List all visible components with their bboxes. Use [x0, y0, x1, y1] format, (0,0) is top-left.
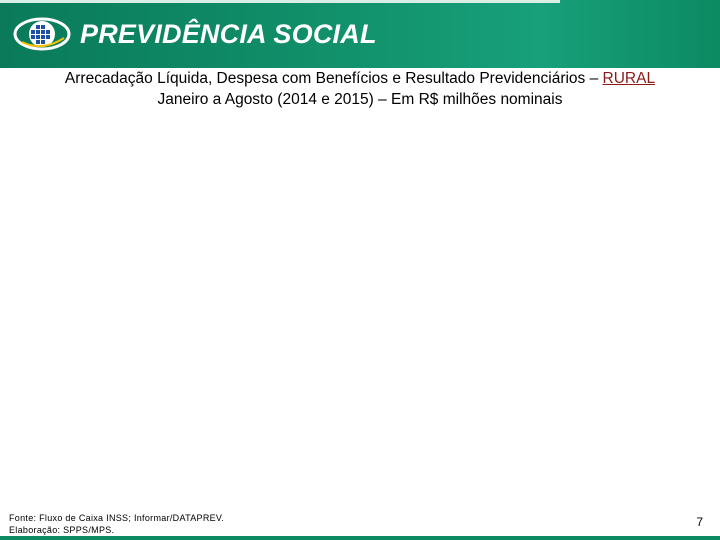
title-line-2: Janeiro a Agosto (2014 e 2015) – Em R$ milhões nominais — [157, 91, 563, 108]
title-main-text: Arrecadação Líquida, Despesa com Benefícios e Resultado Previdenciários – — [64, 70, 603, 87]
brand-name: PREVIDÊNCIA SOCIAL — [80, 19, 377, 49]
previdencia-emblem-icon — [12, 14, 72, 54]
title-emphasis: RURAL — [602, 70, 656, 87]
source-line: Fonte: Fluxo de Caixa INSS; Informar/DATAPREV. — [9, 513, 225, 523]
bottom-bar — [0, 536, 720, 540]
slide-title — [0, 68, 720, 110]
page-number: 7 — [696, 515, 703, 529]
prepared-by-line: Elaboração: SPPS/MPS. — [9, 525, 115, 535]
header-banner — [0, 0, 720, 68]
title-line-1 — [0, 68, 720, 89]
header-top-strip — [0, 0, 560, 3]
source-note — [9, 512, 224, 536]
